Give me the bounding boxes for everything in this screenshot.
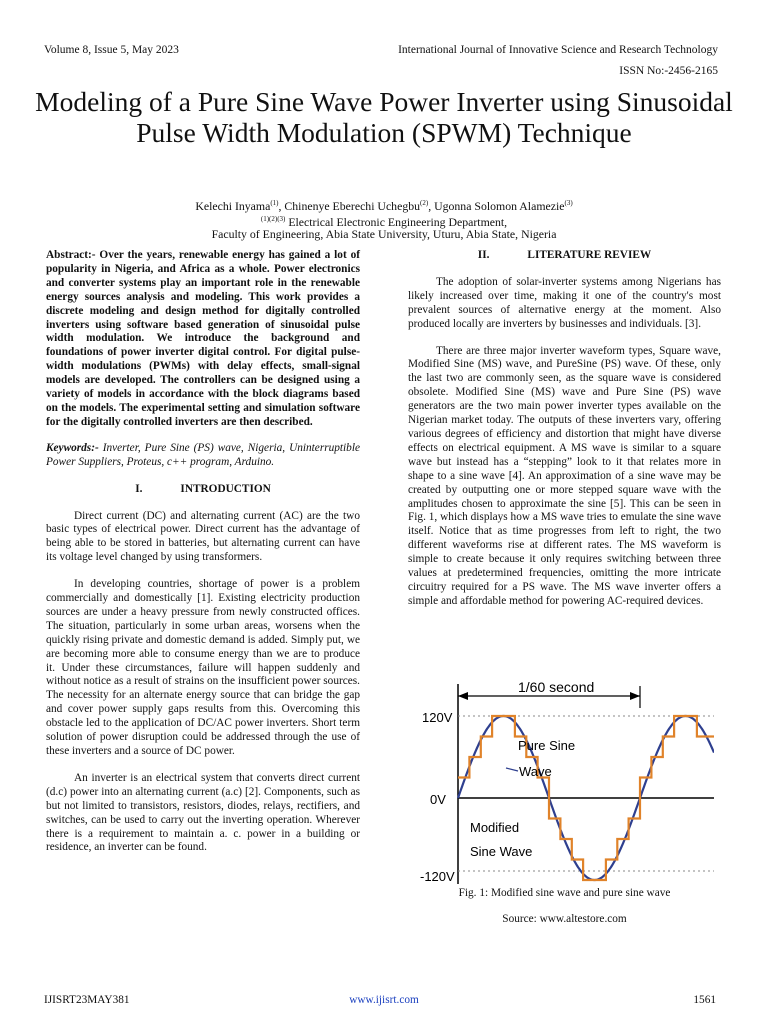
- department-name: Electrical Electronic Engineering Department,: [285, 214, 508, 229]
- department: [44, 213, 724, 229]
- faculty: Faculty of Engineering, Abia State University, Uturu, Abia State, Nigeria: [211, 227, 557, 242]
- pure-sine-pointer: [506, 768, 518, 771]
- waveform-figure: [418, 678, 714, 884]
- period-arrow-right: [630, 692, 640, 700]
- section-title: INTRODUCTION: [180, 482, 271, 495]
- author-names: [44, 197, 724, 213]
- pure-sine-label-line1: Pure Sine: [518, 738, 576, 753]
- author-2: , Chinenye Eberechi Uchegbu: [278, 198, 421, 213]
- paper-id: IJISRT23MAY381: [44, 994, 130, 1006]
- keywords-label: Keywords:-: [46, 441, 99, 454]
- right-column: [408, 249, 721, 609]
- figure-1: [418, 678, 714, 884]
- author-3: , Ugonna Solomon Alamezie: [428, 198, 565, 213]
- pure-sine-label-line2: Wave: [519, 764, 552, 779]
- author-2-affil: (2): [420, 199, 429, 207]
- figure-caption: Fig. 1: Modified sine wave and pure sine wave: [458, 887, 671, 899]
- y-label-zero: 0V: [430, 792, 446, 807]
- intro-paragraph-1: Direct current (DC) and alternating current (AC) are the two basic types of electrical power. Direct current has the advantage of being able to be stored in batteries, but alternating current can have its voltage level changed by using transformers.: [46, 509, 360, 564]
- intro-paragraph-2: In developing countries, shortage of power is a problem commercially and domestically [1]. Existing electricity production sources are under a heavy pressure from newly constructed offices. The situation, particularly in some urban areas, worsens when the quickly rising private and domestic demand is added. Simply put, we are becoming more able to consume energy than we are to produce it. Under these circumstances, failure will happen suddenly and without notice as a result of strains on the insufficient power sources. The necessity for an alternate energy source that can bridge the gap and cover power supply gaps results from this. Overcoming this obstacle led to the application of DC/AC power inverters. Short term solution of power disruption could be addressed through the use of these inverters and a source of DC power.: [46, 578, 360, 757]
- review-paragraph-1: The adoption of solar-inverter systems among Nigerians has likely increased over time, making it one of the country's most prevalent sources of alternative energy at the moment. Also produced locally are inverters by businesses and individuals. [3].: [408, 275, 721, 330]
- y-label-bottom: -120V: [420, 869, 455, 884]
- keywords-text: Inverter, Pure Sine (PS) wave, Nigeria, Uninterruptible Power Suppliers, Proteus, c++ program, Arduino.: [46, 441, 360, 468]
- section-number: I.: [135, 482, 143, 495]
- period-arrow-left: [458, 692, 468, 700]
- author-1-affil: (1): [270, 199, 279, 207]
- intro-paragraph-3: An inverter is an electrical system that converts direct current (d.c) power into an alternating current (a.c) [2]. Components, such as but not limited to transistors, resistors, diodes, relays, rectifiers, and switches, can be used to carry out the inverting operation. Wherever there is a requirement to maintain a. c. power in a building or residence, an inverter can be found.: [46, 771, 360, 854]
- volume-issue: Volume 8, Issue 5, May 2023: [44, 44, 179, 56]
- journal-website-link[interactable]: www.ijisrt.com: [349, 994, 419, 1006]
- section-number: II.: [477, 249, 490, 261]
- author-3-affil: (3): [564, 199, 573, 207]
- abstract: Abstract:- Over the years, renewable energy has gained a lot of popularity in Nigeria, and Africa as a whole. Power electronics and converter systems play an important role in the renewable energy sources analysis and modeling. This work provides a discrete modeling and design method for digitally controlled inverters using software based generation of sinusoidal pulse width modulation. We introduce the background and foundations of power inverter digital control. For digital pulse-width modulations (PWMs) with delay effects, small-signal models are developed. The controllers can be designed using a variety of models in accordance with the block diagrams based on the models. The experimental setting and simulation software for the digitally controlled inverters are then described.: [46, 249, 360, 428]
- left-column: [46, 249, 360, 855]
- author-1: Kelechi Inyama: [195, 198, 271, 213]
- author-block: [44, 197, 724, 241]
- modified-sine-label-line2: Sine Wave: [470, 844, 533, 859]
- department-affil: (1)(2)(3): [260, 214, 286, 223]
- figure-source: Source: www.altestore.com: [502, 913, 627, 925]
- journal-name: International Journal of Innovative Science and Research Technology: [398, 44, 718, 56]
- section-heading-introduction: [46, 483, 360, 497]
- y-label-top: 120V: [422, 710, 453, 725]
- review-paragraph-2: There are three major inverter waveform types, Square wave, Modified Sine (MS) wave, and PureSine (PS) wave. Of these, only the last two are commonly seen, as the square wave is considered obsolete. Modified Sine (MS) wave and Pure Sine (PS) wave generators are the two main power inverter types available on the Nigerian market today. The outputs of these inverters vary, offering various degrees of efficiency and distortion that might have diverse effects on electrical equipment. A MS wave is similar to a square wave but instead has a “stepping” look to it that relates more in shape to a sine wave [4]. An approximation of a sine wave may be created by outputting one or more stepped square wave with the amplitudes chosen to approximate the sine [5]. This can be seen in Fig. 1, which displays how a MS wave tries to emulate the sine wave itself. Notice that as time progresses from left to right, the two different waveforms rise at different rates. The MS waveform is simple to create because it only requires switching between three values at predetermined frequencies, omitting the more intricate circuitry required for a PS wave. The MS wave inverter offers a simple and affordable method for powering AC-required devices.: [408, 344, 721, 607]
- section-heading-literature-review: [408, 249, 721, 263]
- section-title: LITERATURE REVIEW: [527, 249, 652, 261]
- period-label: 1/60 second: [518, 679, 595, 695]
- modified-sine-label-line1: Modified: [470, 820, 520, 835]
- issn: ISSN No:-2456-2165: [619, 65, 718, 77]
- paper-title: Modeling of a Pure Sine Wave Power Inverter using Sinusoidal Pulse Width Modulation (SPWM) Technique: [35, 86, 733, 148]
- keywords: [46, 442, 360, 470]
- page-number: 1561: [693, 994, 716, 1006]
